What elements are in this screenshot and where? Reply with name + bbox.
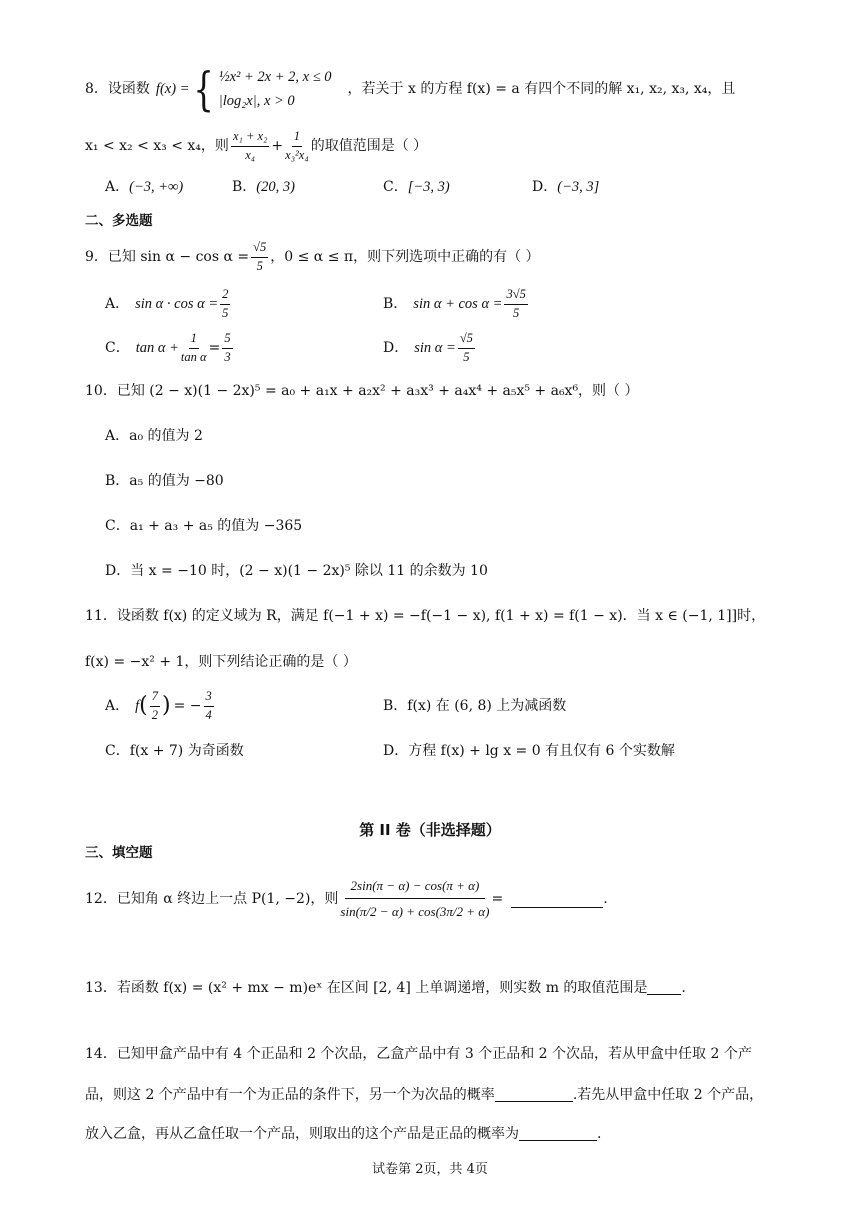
q8-piece1: ½x² + 2x + 2, x ≤ 0 [218, 68, 332, 85]
q10-option-d: D．当 x = −10 时，(2 − x)(1 − 2x)⁵ 除以 11 的余数为 10 [105, 563, 488, 579]
q14-line2-b: .若先从甲盒中任取 2 个产品， [572, 1087, 764, 1103]
q8-line2-pre: x₁ < x₂ < x₃ < x₄，则 [85, 138, 229, 154]
q9-option-b: B． sin α + cos α = $\frac{3√5}{5}$ [383, 286, 526, 320]
page-footer: 试卷第 2页，共 4页 [372, 1162, 488, 1177]
q14-line2-a: 品，则这 2 个产品中有一个为正品的条件下，另一个为次品的概率 [85, 1087, 495, 1103]
q11-line2: f(x) = −x² + 1，则下列结论正确的是（ ） [85, 654, 357, 670]
q10-option-b: B．a₅ 的值为 −80 [105, 473, 224, 489]
part2-title: 第 II 卷（非选择题） [359, 821, 501, 839]
q8-option-c: C．[−3, 3) [383, 179, 450, 195]
q8-plus: + [271, 138, 284, 154]
section-multi-choice: 二、多选题 [85, 213, 153, 229]
section-fill-blank: 三、填空题 [85, 845, 153, 861]
q9-option-d: D． sin α = $\frac{√5}{5}$ [383, 330, 473, 364]
q8-piece2: |log₂x|, x > 0 [218, 93, 295, 109]
q14-blank-2[interactable] [519, 1126, 597, 1141]
q13-line [85, 980, 686, 995]
q11-line1: 11．设函数 f(x) 的定义域为 R，满足 f(−1 + x) = −f(−1 − x), f(1 + x) = f(1 − x)．当 x ∈ (−1, 1]]时， [85, 608, 766, 624]
q14-line3 [85, 1126, 601, 1141]
q12-eq: = [491, 891, 504, 907]
q9-lead: 9．已知 sin α − cos α = [85, 249, 250, 265]
q10-stem: 10．已知 (2 − x)(1 − 2x)⁵ = a₀ + a₁x + a₂x² + a₃x³ + a₄x⁴ + a₅x⁵ + a₆x⁶，则（ ） [85, 383, 639, 399]
q14-line3-b: . [597, 1126, 602, 1142]
q14-line3-a: 放入乙盒，再从乙盒任取一个产品，则取出的这个产品是正品的概率为 [85, 1126, 519, 1142]
q8-line2-post: 的取值范围是（ ） [310, 138, 428, 154]
q8-line2 [85, 128, 427, 164]
q14-line2 [85, 1087, 763, 1102]
q8-lead: 8．设函数 [85, 81, 150, 97]
q9-stem [85, 237, 540, 277]
q9-option-c: C． tan α + $\frac{1}{\text{tan α}}$ = $\frac{5}{3}$ [105, 330, 231, 364]
q8-option-b: B．(20, 3) [232, 179, 295, 195]
q8-option-d: D．(−3, 3] [532, 179, 600, 195]
q13-answer-blank[interactable] [647, 980, 681, 995]
q12-line [85, 868, 608, 930]
q8-line1 [85, 64, 735, 114]
q8-option-a: A．(−3, +∞) [105, 179, 184, 195]
q12-answer-blank[interactable] [511, 891, 603, 908]
q9-option-a: A． sin α · cos α = $\frac{2}{5}$ [105, 286, 229, 320]
q10-option-c: C．a₁ + a₃ + a₅ 的值为 −365 [105, 518, 303, 534]
q9-rhs: $\frac{√5}{5}$ [253, 239, 267, 273]
q11-option-c: C．f(x + 7) 为奇函数 [105, 743, 244, 759]
q14-blank-1[interactable] [495, 1087, 573, 1102]
q12-end: . [603, 891, 608, 907]
q9-tail: ，0 ≤ α ≤ π，则下列选项中正确的有（ ） [270, 249, 540, 265]
q10-option-a: A．a₀ 的值为 2 [105, 428, 203, 444]
q14-line1: 14．已知甲盒产品中有 4 个正品和 2 个次品，乙盒产品中有 3 个正品和 2 个次品，若从甲盒中任取 2 个产 [85, 1046, 752, 1062]
q8-fx: f(x) = [155, 80, 190, 97]
q13-end: . [681, 980, 686, 996]
q8-frac2: $\frac{1}{\text{x₃²x₄}}$ [285, 128, 309, 162]
q8-mid: ，若关于 x 的方程 f(x) = a 有四个不同的解 x₁, x₂, x₃, x₄，且 [347, 81, 736, 97]
q8-frac1: x₁ + x₂ x₄ [232, 128, 268, 162]
q11-option-b: B．f(x) 在 (6, 8) 上为减函数 [383, 698, 567, 714]
q12-lead: 12．已知角 α 终边上一点 P(1, −2)，则 [85, 891, 339, 907]
q13-text: 13．若函数 f(x) = (x² + mx − m)eˣ 在区间 [2, 4] 上单调递增，则实数 m 的取值范围是 [85, 980, 648, 996]
brace-icon: { [193, 62, 215, 116]
q11-option-d: D．方程 f(x) + lg x = 0 有且仅有 6 个实数解 [383, 743, 675, 759]
q12-fraction: $\frac{2\sin(\pi - \alpha) - \cos(\pi + \alpha)}{\sin(\pi/2 - \alpha) + \cos(3\pi/2 + \alpha)}$ [340, 878, 490, 919]
q11-option-a: A． f ( 7 2 ) = − $\frac{3}{4}$ [105, 688, 212, 722]
